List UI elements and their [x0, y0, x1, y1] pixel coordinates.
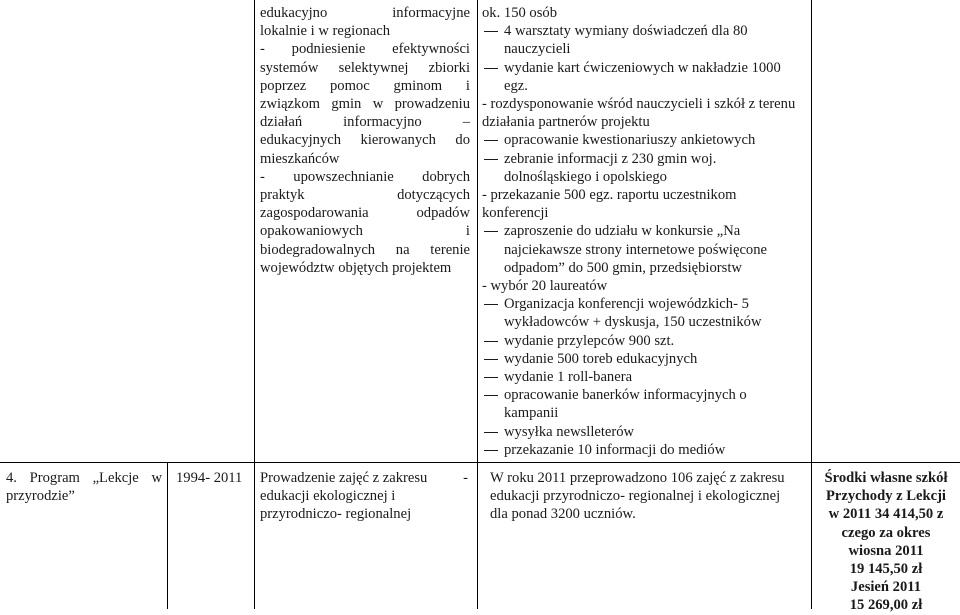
results-line: egz. [504, 77, 528, 94]
results-item: wydanie przylepców 900 szt. [482, 332, 808, 350]
goals-lower-dash: - [463, 470, 468, 486]
goals-line: - upowszechnianie dobrych [260, 168, 470, 185]
results-lower-line: edukacji przyrodniczo- regionalnej i ekologicznej [490, 488, 781, 505]
program-name-line: 4. Program „Lekcje w [6, 470, 162, 486]
results-line: konferencji [482, 205, 549, 222]
results-line: dolnośląskiego i opolskiego [504, 168, 667, 185]
col-border-left-1 [254, 0, 255, 609]
goals-line: województw objętych projektem [260, 259, 452, 276]
results-cell-lower [490, 469, 808, 524]
results-item: wydanie kart ćwiczeniowych w nakładzie 1000 [482, 59, 808, 77]
goals-line: poprzez pomoc gminom i [260, 77, 470, 94]
funding-line: Przychody z Lekcji [826, 488, 946, 505]
results-line: - rozdysponowanie wśród nauczycieli i szkół z terenu [482, 96, 796, 113]
goals-line: związkom gmin w prowadzeniu [260, 96, 470, 113]
funding-cell [813, 469, 959, 615]
goals-line: biodegradowalnych na terenie [260, 241, 470, 258]
funding-line: Środki własne szkół [824, 470, 948, 486]
results-line: odpadom” do 500 gmin, przedsiębiorstw [504, 259, 742, 276]
years-text: 1994- 2011 [176, 470, 243, 486]
funding-line: wiosna 2011 [848, 542, 924, 559]
results-item: wydanie 1 roll-banera [482, 368, 808, 386]
col-border-program [167, 462, 168, 609]
results-line: ok. 150 osób [482, 5, 557, 21]
results-item: 4 warsztaty wymiany doświadczeń dla 80 [482, 22, 808, 40]
results-cell-upper [482, 4, 808, 459]
results-item: opracowanie banerków informacyjnych o [482, 386, 808, 404]
col-border-left-3 [811, 0, 812, 609]
goals-line: - podniesienie efektywności [260, 41, 470, 58]
goals-line: edukacyjno informacyjne [260, 5, 470, 21]
goals-line: systemów selektywnej zbiorki [260, 59, 470, 76]
program-name-line: przyrodzie” [6, 488, 75, 505]
goals-cell-lower [260, 469, 470, 524]
funding-line: 19 145,50 zł [849, 561, 923, 578]
results-item: przekazanie 10 informacji do mediów [482, 441, 808, 459]
results-line: - przekazanie 500 egz. raportu uczestnikom [482, 187, 737, 204]
results-lower-line: W roku 2011 przeprowadzono 106 zajęć z zakresu [490, 470, 785, 486]
funding-line: w 2011 34 414,50 z [828, 506, 944, 523]
goals-lower-line: Prowadzenie zajęć z zakresu [260, 470, 428, 486]
results-item: zebranie informacji z 230 gmin woj. [482, 150, 808, 168]
results-item: opracowanie kwestionariuszy ankietowych [482, 131, 808, 149]
goals-cell-upper [260, 4, 470, 277]
results-line: nauczycieli [504, 41, 571, 58]
goals-line: lokalnie i w regionach [260, 23, 391, 40]
goals-lower-line: przyrodniczo- regionalnej [260, 506, 412, 523]
goals-line: edukacyjnych kierowanych do [260, 132, 470, 149]
results-line: wykładowców + dyskusja, 150 uczestników [504, 314, 762, 331]
results-lower-line: dla ponad 3200 uczniów. [490, 506, 636, 523]
row-border [0, 462, 960, 463]
funding-line: Jesień 2011 [850, 579, 922, 596]
results-line: kampanii [504, 405, 559, 422]
results-line: działania partnerów projektu [482, 114, 650, 131]
goals-line: zagospodarowania odpadów [260, 205, 470, 222]
goals-line: działań informacyjno – [260, 114, 470, 131]
results-item: zaproszenie do udziału w konkursie „Na [482, 222, 808, 240]
goals-line: praktyk dotyczących [260, 187, 470, 204]
results-line: - wybór 20 laureatów [482, 278, 608, 295]
goals-line: opakowaniowych i [260, 223, 470, 240]
results-line: najciekawsze strony internetowe poświęcone [504, 241, 767, 258]
program-name-cell [6, 469, 162, 505]
results-item: Organizacja konferencji wojewódzkich- 5 [482, 295, 808, 313]
years-cell [176, 469, 250, 487]
results-item: wysyłka newslleterów [482, 423, 808, 441]
col-border-left-2 [477, 0, 478, 609]
funding-line: czego za okres [841, 524, 931, 541]
goals-line: mieszkańców [260, 150, 340, 167]
funding-line: 15 269,00 zł [849, 597, 923, 614]
goals-lower-line: edukacji ekologicznej i [260, 488, 396, 505]
results-item: wydanie 500 toreb edukacyjnych [482, 350, 808, 368]
